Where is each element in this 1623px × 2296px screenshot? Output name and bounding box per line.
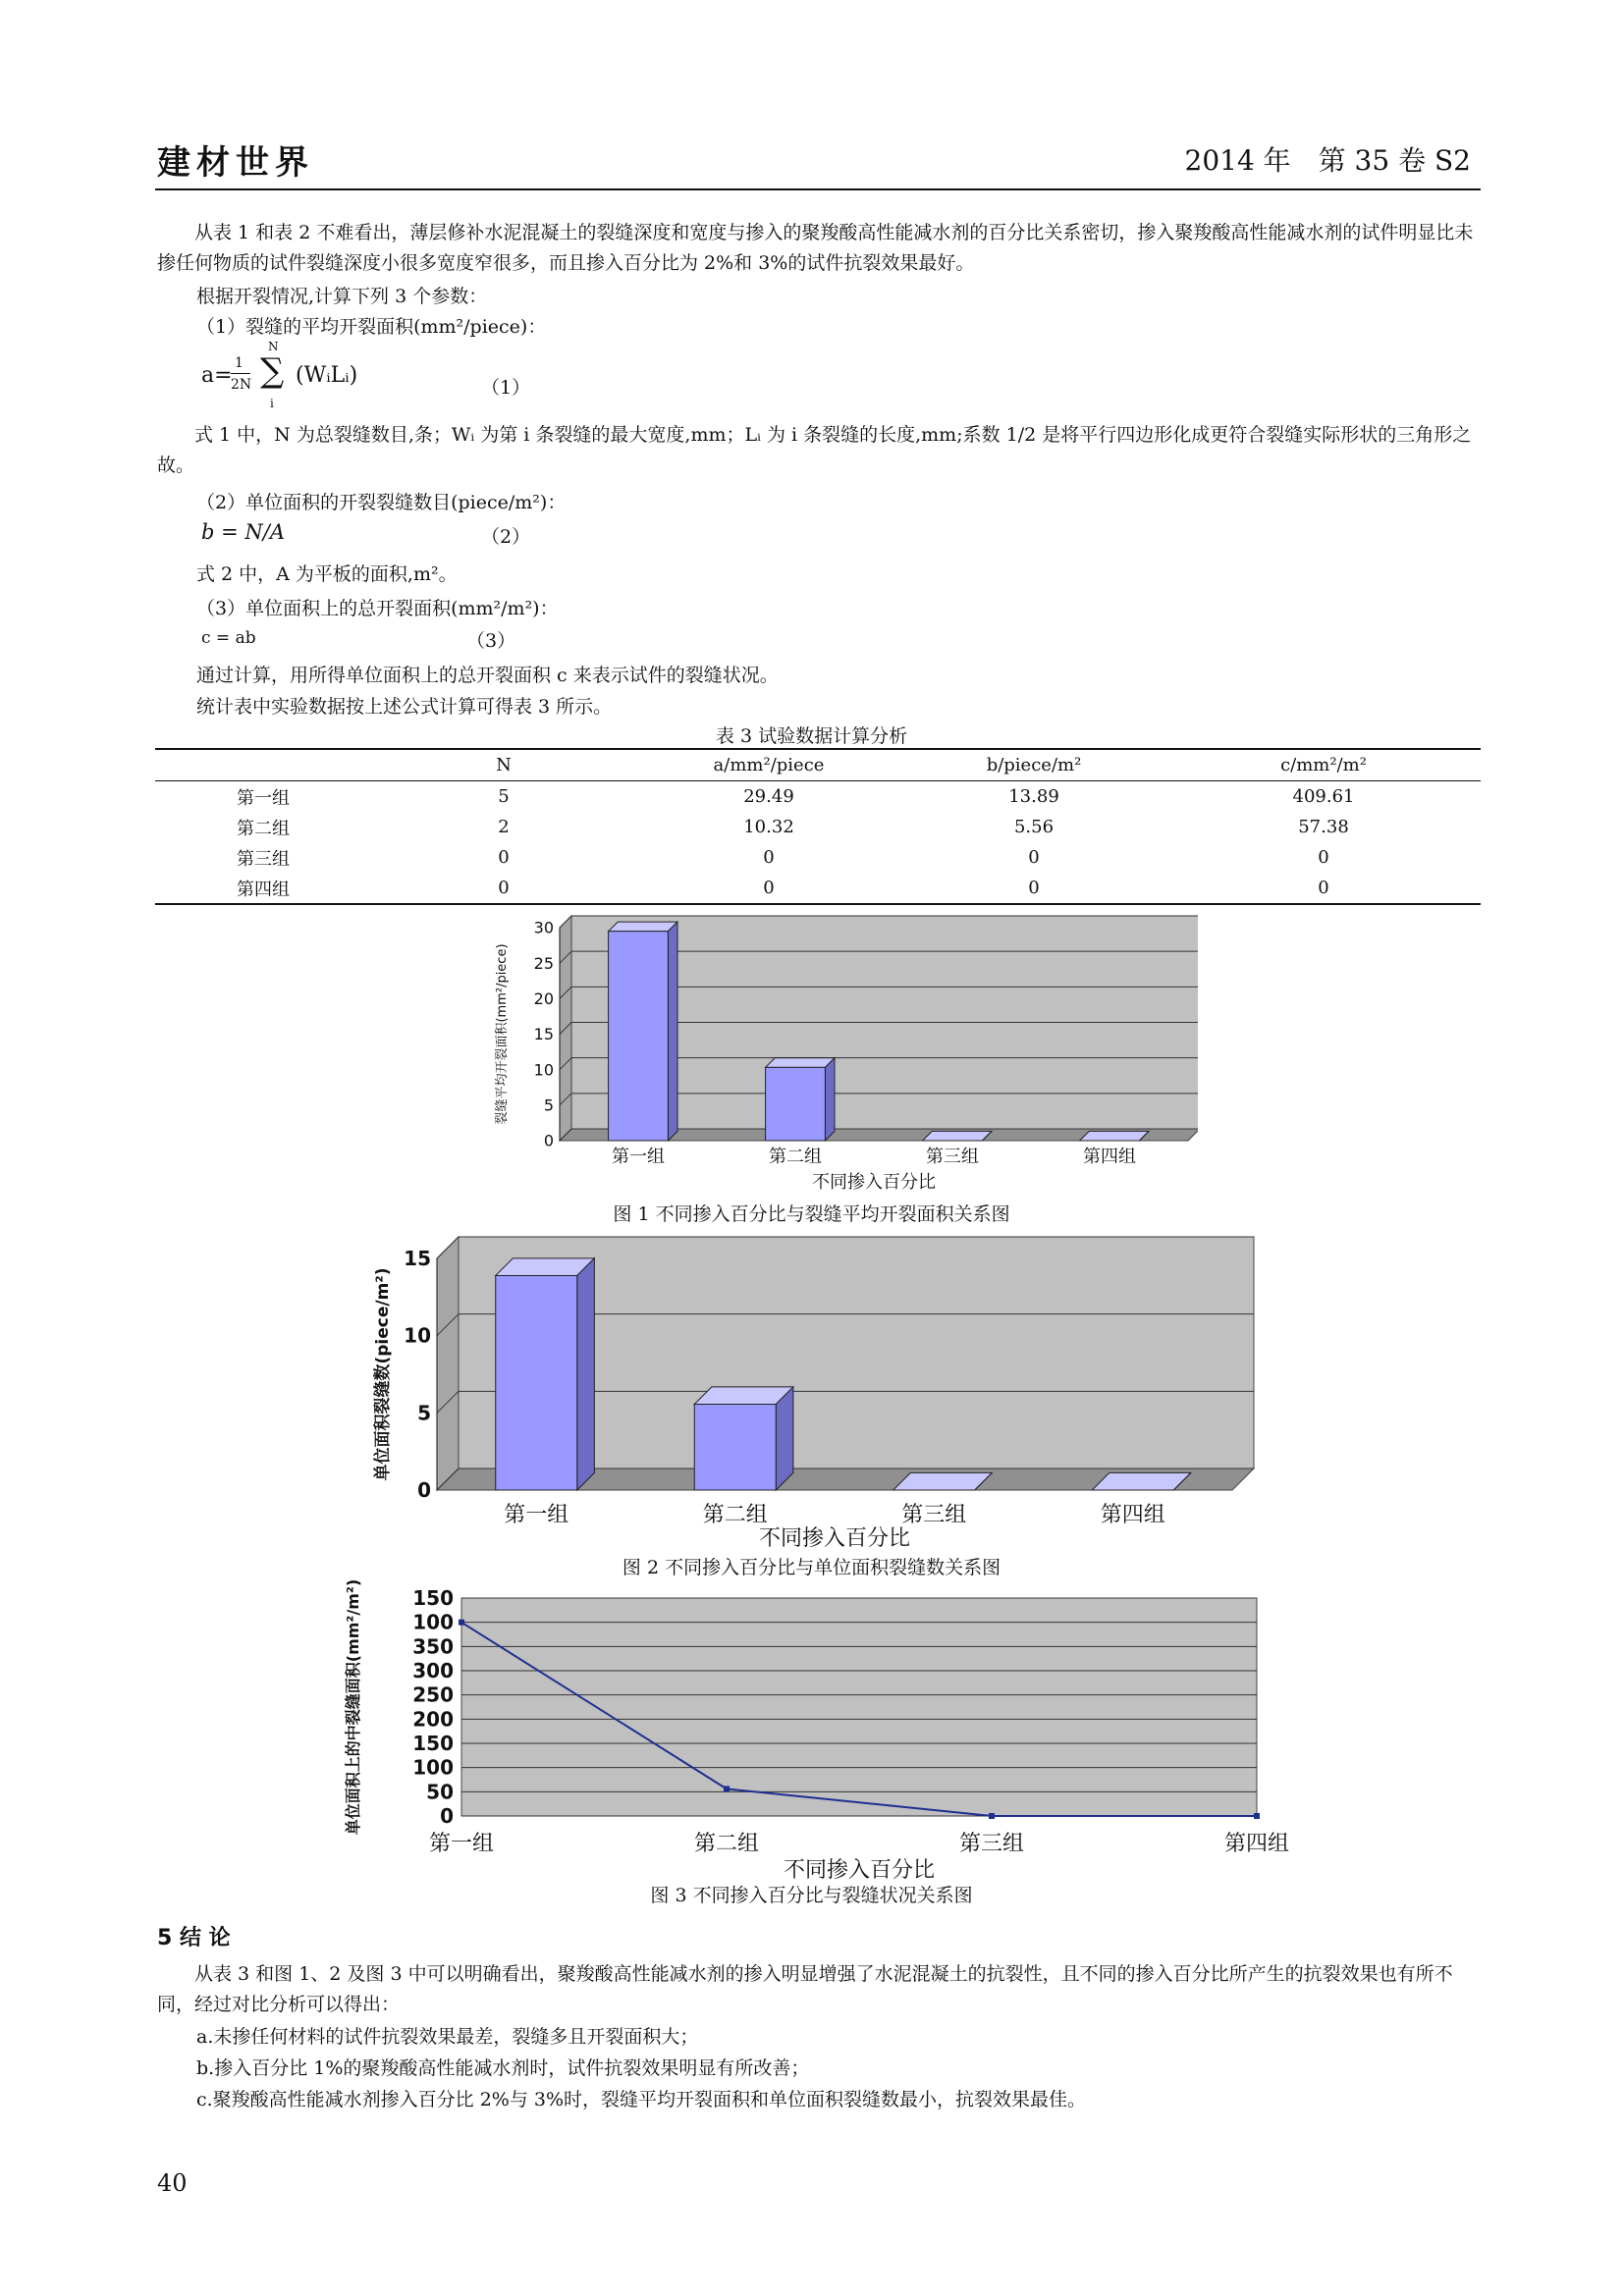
table-header: a/mm²/piece: [713, 755, 825, 775]
y-tick-label: 100: [412, 1610, 454, 1634]
x-tick-label: 第二组: [769, 1147, 822, 1167]
eq1-number: （1）: [481, 377, 531, 399]
eq1-frac-num: 1: [235, 355, 243, 371]
table-cell: 29.49: [743, 786, 794, 807]
table-cell: 0: [763, 847, 775, 868]
figure-2-bar-chart: [363, 1227, 1296, 1551]
bar-side: [825, 1058, 835, 1141]
y-tick-label: 25: [533, 953, 554, 973]
table-cell: 0: [498, 847, 510, 868]
y-tick-label: 0: [417, 1478, 431, 1502]
table-header: N: [496, 755, 512, 775]
x-tick-label: 第四组: [1223, 1832, 1290, 1856]
item-1: （1）裂缝的平均开裂面积(mm²/piece)：: [196, 316, 547, 338]
y-tick-label: 0: [440, 1804, 454, 1828]
item-3: （3）单位面积上的总开裂面积(mm²/m²)：: [196, 598, 559, 619]
bar: [609, 932, 669, 1141]
x-tick-label: 第二组: [702, 1503, 768, 1527]
chart-side-wall: [437, 1237, 459, 1490]
data-point: [989, 1813, 995, 1819]
table-cell: 第一组: [237, 787, 290, 809]
equation-1: [201, 342, 594, 412]
x-tick-label: 第一组: [428, 1832, 495, 1856]
conclusion-item-b: b.掺入百分比 1%的聚羧酸高性能减水剂时，试件抗裂效果明显有所改善；: [196, 2057, 810, 2079]
bar-top: [923, 1131, 992, 1141]
eq1-lhs: a=: [201, 363, 233, 388]
paragraph-2: 根据开裂情况,计算下列 3 个参数：: [196, 286, 488, 307]
bar-side: [776, 1387, 793, 1490]
paragraph-4: 式 2 中，A 为平板的面积,m²。: [196, 563, 458, 585]
x-axis-label: 不同掺入百分比: [783, 1858, 936, 1881]
conclusion-item-a: a.未掺任何材料的试件抗裂效果最差，裂缝多且开裂面积大；: [196, 2026, 699, 2048]
bar-side: [668, 922, 677, 1141]
eq2-number: （2）: [481, 526, 531, 548]
table-cell: 57.38: [1298, 817, 1349, 837]
table-cell: 0: [1318, 878, 1329, 898]
y-tick-label: 200: [412, 1707, 454, 1732]
equation-3: c = ab: [201, 628, 256, 648]
eq1-sum-bottom: i: [270, 397, 274, 410]
eq3-number: （3）: [466, 630, 516, 652]
table-header: b/piece/m²: [986, 755, 1082, 775]
x-tick-label: 第一组: [504, 1503, 569, 1527]
table-cell: 2: [498, 817, 510, 837]
y-tick-label: 10: [404, 1323, 431, 1348]
y-tick-label: 20: [533, 988, 554, 1008]
y-axis-label: 裂缝平均开裂面积(mm²/piece): [495, 943, 510, 1125]
issue-info: 2014 年 第 35 卷 S2: [1184, 144, 1471, 177]
x-tick-label: 第四组: [1083, 1147, 1136, 1167]
paragraph-6: 统计表中实验数据按上述公式计算可得表 3 所示。: [196, 696, 613, 718]
x-tick-label: 第二组: [693, 1832, 760, 1856]
equation-2: b = N/A: [201, 520, 286, 544]
y-axis-label: 单位面积裂缝数(piece/m²): [373, 1267, 393, 1481]
y-tick-label: 250: [412, 1682, 454, 1707]
table-cell: 5.56: [1013, 817, 1055, 837]
figure-1-bar-chart: [412, 908, 1198, 1198]
figure-3-line-chart: [324, 1578, 1296, 1881]
data-point: [724, 1786, 730, 1791]
conclusion-paragraph: 从表 3 和图 1、2 及图 3 中可以明确看出，聚羧酸高性能减水剂的掺入明显增强了水泥混凝土的抗裂性，且不同的掺入百分比所产生的抗裂效果也有所不同，经过对比分析可以得出：: [157, 1963, 1453, 2015]
y-axis-label: 单位面积上的中裂缝面积(mm²/m²): [344, 1578, 362, 1836]
table-row: [155, 842, 1481, 873]
table-cell: 0: [763, 878, 775, 898]
eq1-frac-den: 2N: [231, 377, 252, 393]
table-3: [155, 748, 1481, 905]
y-tick-label: 5: [543, 1095, 554, 1115]
paragraph-3: 式 1 中，N 为总裂缝数目,条；Wᵢ 为第 i 条裂缝的最大宽度,mm；Lᵢ 为 i 条裂缝的长度,mm;系数 1/2 是将平行四边形化成更符合裂缝实际形状的三角形之故。: [157, 424, 1472, 476]
bar: [694, 1405, 776, 1490]
table-3-caption: 表 3 试验数据计算分析: [715, 725, 908, 747]
table-cell: 5: [498, 786, 510, 807]
paragraph-1: 从表 1 和表 2 不难看出，薄层修补水泥混凝土的裂缝深度和宽度与掺入的聚羧酸高性能减水剂的百分比关系密切，掺入聚羧酸高性能减水剂的试件明显比未掺任何物质的试件裂缝深度小很多宽度窄很多，而且掺入百分比为 2%和 3%的试件抗裂效果最好。: [157, 222, 1474, 274]
eq1-frac-bar: [231, 373, 250, 374]
table-row: [155, 812, 1481, 842]
bar-top: [766, 1058, 835, 1068]
y-tick-label: 350: [412, 1634, 454, 1659]
bar-side: [577, 1258, 595, 1490]
item-2: （2）单位面积的开裂裂缝数目(piece/m²)：: [196, 492, 567, 513]
table-cell: 409.61: [1292, 786, 1355, 807]
bar: [496, 1275, 577, 1490]
bar: [766, 1067, 826, 1141]
data-point: [1254, 1813, 1260, 1819]
x-tick-label: 第一组: [612, 1147, 665, 1167]
table-cell: 0: [1028, 847, 1040, 868]
bar-top: [1080, 1131, 1149, 1141]
table-cell: 10.32: [743, 817, 794, 837]
table-header: c/mm²/m²: [1280, 755, 1367, 775]
figure-1-caption: 图 1 不同掺入百分比与裂缝平均开裂面积关系图: [613, 1203, 1010, 1225]
y-tick-label: 50: [426, 1780, 454, 1804]
table-cell: 0: [1028, 878, 1040, 898]
y-tick-label: 0: [543, 1131, 554, 1150]
x-axis-label: 不同掺入百分比: [758, 1526, 911, 1551]
page-number: 40: [157, 2169, 188, 2197]
table-cell: 第二组: [237, 818, 290, 839]
y-tick-label: 150: [412, 1586, 454, 1610]
y-tick-label: 100: [412, 1755, 454, 1780]
y-tick-label: 15: [533, 1025, 554, 1044]
paragraph-5: 通过计算，用所得单位面积上的总开裂面积 c 来表示试件的裂缝状况。: [196, 665, 779, 686]
plot-area: [461, 1598, 1257, 1816]
x-tick-label: 第三组: [958, 1832, 1025, 1856]
table-row: [155, 781, 1481, 813]
table-row: [155, 873, 1481, 904]
table-cell: 0: [1318, 847, 1329, 868]
figure-3-caption: 图 3 不同掺入百分比与裂缝状况关系图: [650, 1885, 973, 1906]
data-point: [459, 1620, 464, 1626]
y-tick-label: 5: [417, 1401, 431, 1425]
x-tick-label: 第四组: [1100, 1503, 1165, 1527]
table-header: [155, 749, 371, 781]
y-tick-label: 10: [533, 1060, 554, 1080]
table-cell: 13.89: [1008, 786, 1059, 807]
table-cell: 第四组: [237, 879, 290, 900]
x-axis-label: 不同掺入百分比: [812, 1172, 936, 1193]
table-cell: 0: [498, 878, 510, 898]
eq1-sum-top: N: [268, 340, 279, 353]
journal-name: 建材世界: [157, 143, 314, 183]
x-tick-label: 第三组: [926, 1147, 979, 1167]
y-tick-label: 15: [404, 1247, 431, 1270]
table-cell: 第三组: [237, 848, 290, 870]
table-header-row: [155, 749, 1481, 781]
bar-top: [609, 922, 677, 932]
eq1-body: (WᵢLᵢ): [296, 363, 358, 388]
x-tick-label: 第三组: [901, 1503, 967, 1527]
conclusion-item-c: c.聚羧酸高性能减水剂掺入百分比 2%与 3%时，裂缝平均开裂面积和单位面积裂缝数最小，抗裂效果最佳。: [196, 2089, 1087, 2110]
section-title: 5 结 论: [157, 1926, 231, 1950]
y-tick-label: 30: [533, 918, 554, 937]
y-tick-label: 150: [412, 1732, 454, 1755]
header-rule: [155, 188, 1481, 190]
sigma-icon: ∑: [260, 351, 285, 391]
figure-2-caption: 图 2 不同掺入百分比与单位面积裂缝数关系图: [622, 1557, 1001, 1578]
y-tick-label: 300: [412, 1659, 454, 1682]
